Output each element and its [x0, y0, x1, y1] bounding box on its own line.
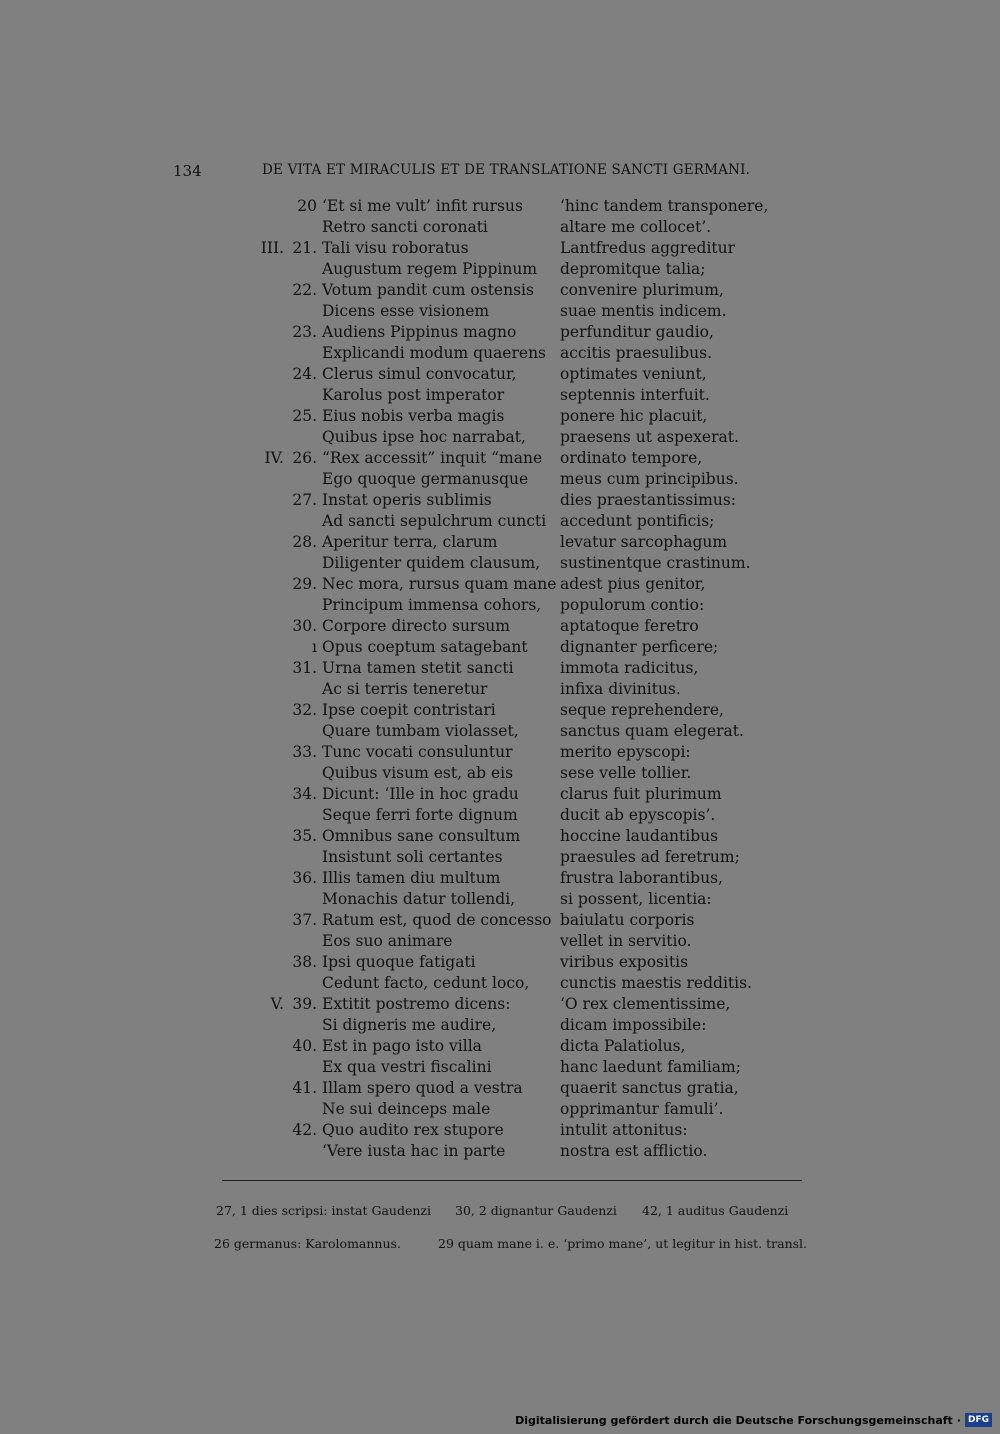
verse-left-half: Extitit postremo dicens: — [322, 995, 511, 1013]
verse-line — [0, 406, 1000, 427]
verse-line — [0, 490, 1000, 511]
verse-right-half: praesens ut aspexerat. — [560, 428, 739, 446]
verse-right-half: accedunt pontificis; — [560, 512, 715, 530]
verse-number: 20 — [297, 197, 317, 215]
verse-line — [0, 238, 1000, 259]
verse-line — [0, 679, 1000, 700]
verse-number: 21. — [292, 239, 317, 257]
verse-right-half: suae mentis indicem. — [560, 302, 727, 320]
footnote-divider — [222, 1180, 802, 1181]
verse-right-half: convenire plurimum, — [560, 281, 724, 299]
verse-right-half: ‘hinc tandem transponere, — [560, 197, 769, 215]
verse-line — [0, 469, 1000, 490]
verse-right-half: praesules ad feretrum; — [560, 848, 740, 866]
verse-left-half: Si digneris me audire, — [322, 1016, 497, 1034]
verse-line — [0, 217, 1000, 238]
verse-line — [0, 826, 1000, 847]
verse-line — [0, 847, 1000, 868]
verse-left-half: Quibus visum est, ab eis — [322, 764, 514, 782]
verse-left-half: Insistunt soli certantes — [322, 848, 503, 866]
verse-line — [0, 595, 1000, 616]
verse-line — [0, 973, 1000, 994]
verse-line — [0, 784, 1000, 805]
verse-number: 39. — [292, 995, 317, 1013]
verse-number: 40. — [292, 1037, 317, 1055]
verse-number: 33. — [292, 743, 317, 761]
verse-left-half: Corpore directo sursum — [322, 617, 510, 635]
verse-number: ı — [312, 638, 317, 656]
verse-number: 22. — [292, 281, 317, 299]
footnote: 42, 1 auditus Gaudenzi — [642, 1203, 789, 1218]
verse-left-half: Ipsi quoque fatigati — [322, 953, 476, 971]
verse-left-half: Aperitur terra, clarum — [322, 533, 498, 551]
verse-right-half: Lantfredus aggreditur — [560, 239, 736, 257]
verse-number: 28. — [292, 533, 317, 551]
verse-left-half: Quibus ipse hoc narrabat, — [322, 428, 526, 446]
verse-number: 31. — [292, 659, 317, 677]
verse-number: 29. — [292, 575, 317, 593]
footnote: 30, 2 dignantur Gaudenzi — [455, 1203, 617, 1218]
verse-line — [0, 511, 1000, 532]
verse-right-half: aptatoque feretro — [560, 617, 699, 635]
verse-right-half: baiulatu corporis — [560, 911, 695, 929]
verse-right-half: ponere hic placuit, — [560, 407, 708, 425]
verse-left-half: ‘Et si me vult’ infit rursus — [322, 197, 523, 215]
dfg-logo: DFG — [965, 1413, 992, 1427]
verse-left-half: Clerus simul convocatur, — [322, 365, 517, 383]
verse-left-half: Tunc vocati consuluntur — [322, 743, 513, 761]
verse-line — [0, 868, 1000, 889]
verse-right-half: accitis praesulibus. — [560, 344, 713, 362]
verse-line — [0, 322, 1000, 343]
verse-left-half: Quo audito rex stupore — [322, 1121, 504, 1139]
verse-right-half: merito epyscopi: — [560, 743, 691, 761]
verse-right-half: dignanter perficere; — [560, 638, 719, 656]
verse-left-half: Illam spero quod a vestra — [322, 1079, 523, 1097]
verse-number: 42. — [292, 1121, 317, 1139]
verse-left-half: Omnibus sane consultum — [322, 827, 521, 845]
verse-left-half: Augustum regem Pippinum — [322, 260, 538, 278]
verse-line — [0, 1120, 1000, 1141]
verse-right-half: nostra est afflictio. — [560, 1142, 708, 1160]
verse-right-half: clarus fuit plurimum — [560, 785, 722, 803]
verse-line — [0, 952, 1000, 973]
verse-right-half: perfunditur gaudio, — [560, 323, 714, 341]
verse-line — [0, 259, 1000, 280]
footnote: 27, 1 dies scripsi: instat Gaudenzi — [216, 1203, 432, 1218]
verse-left-half: Urna tamen stetit sancti — [322, 659, 514, 677]
page-header — [0, 158, 1000, 182]
verse-line — [0, 763, 1000, 784]
verse-right-half: infixa divinitus. — [560, 680, 681, 698]
verse-right-half: sustinentque crastinum. — [560, 554, 751, 572]
verse-left-half: Illis tamen diu multum — [322, 869, 501, 887]
verse-right-half: ordinato tempore, — [560, 449, 703, 467]
verse-right-half: frustra laborantibus, — [560, 869, 723, 887]
verse-line — [0, 616, 1000, 637]
verse-right-half: hoccine laudantibus — [560, 827, 719, 845]
verse-number: 35. — [292, 827, 317, 845]
verse-number: 37. — [292, 911, 317, 929]
verse-left-half: Diligenter quidem clausum, — [322, 554, 541, 572]
verse-line — [0, 994, 1000, 1015]
verse-left-half: Eius nobis verba magis — [322, 407, 505, 425]
verse-right-half: immota radicitus, — [560, 659, 699, 677]
verse-left-half: Ex qua vestri fiscalini — [322, 1058, 492, 1076]
verse-line — [0, 1099, 1000, 1120]
verse-left-half: Ego quoque germanusque — [322, 470, 529, 488]
verse-line — [0, 385, 1000, 406]
verse-left-half: Seque ferri forte dignum — [322, 806, 518, 824]
verse-left-half: Opus coeptum satagebant — [322, 638, 528, 656]
verse-right-half: depromitque talia; — [560, 260, 706, 278]
verse-left-half: Principum immensa cohors, — [322, 596, 542, 614]
verse-left-half: Explicandi modum quaerens — [322, 344, 547, 362]
verse-right-half: seque reprehendere, — [560, 701, 724, 719]
verse-line — [0, 574, 1000, 595]
verse-left-half: Ac si terris teneretur — [322, 680, 488, 698]
verse-line — [0, 343, 1000, 364]
verse-number: 26. — [292, 449, 317, 467]
credit-text: Digitalisierung gefördert durch die Deutsche Forschungsgemeinschaft — [515, 1413, 953, 1427]
verse-right-half: ducit ab epyscopis’. — [560, 806, 716, 824]
footnote: 26 germanus: Karolomannus. — [214, 1236, 401, 1251]
verse-left-half: Quare tumbam violasset, — [322, 722, 519, 740]
verse-left-half: Ne sui deinceps male — [322, 1100, 491, 1118]
verse-right-half: quaerit sanctus gratia, — [560, 1079, 739, 1097]
digitization-credit[interactable]: Digitalisierung gefördert durch die Deutsche Forschungsgemeinschaft · DFG — [515, 1408, 992, 1432]
verse-line — [0, 280, 1000, 301]
verse-right-half: hanc laedunt familiam; — [560, 1058, 741, 1076]
verse-right-half: levatur sarcophagum — [560, 533, 728, 551]
verse-list — [0, 196, 1000, 1162]
verse-left-half: Ad sancti sepulchrum cuncti — [322, 512, 547, 530]
verse-number: 38. — [292, 953, 317, 971]
verse-line — [0, 1078, 1000, 1099]
verse-line — [0, 427, 1000, 448]
verse-left-half: Eos suo animare — [322, 932, 453, 950]
verse-line — [0, 721, 1000, 742]
verse-right-half: cunctis maestis redditis. — [560, 974, 752, 992]
verse-right-half: adest pius genitor, — [560, 575, 706, 593]
verse-right-half: dies praestantissimus: — [560, 491, 736, 509]
verse-right-half: dicta Palatiolus, — [560, 1037, 686, 1055]
verse-number: 32. — [292, 701, 317, 719]
verse-right-half: si possent, licentia: — [560, 890, 712, 908]
verse-left-half: Retro sancti coronati — [322, 218, 488, 236]
verse-right-half: vellet in servitio. — [560, 932, 692, 950]
verse-number: 24. — [292, 365, 317, 383]
section-marker: V. — [270, 995, 284, 1013]
verse-right-half: septennis interfuit. — [560, 386, 710, 404]
verse-line — [0, 448, 1000, 469]
verse-right-half: meus cum principibus. — [560, 470, 739, 488]
verse-number: 30. — [292, 617, 317, 635]
verse-line — [0, 1015, 1000, 1036]
verse-right-half: populorum contio: — [560, 596, 705, 614]
verse-right-half: sese velle tollier. — [560, 764, 692, 782]
verse-number: 23. — [292, 323, 317, 341]
verse-line — [0, 700, 1000, 721]
section-marker: III. — [260, 239, 284, 257]
verse-left-half: Instat operis sublimis — [322, 491, 492, 509]
verse-left-half: Monachis datur tollendi, — [322, 890, 516, 908]
verse-right-half: dicam impossibile: — [560, 1016, 707, 1034]
verse-number: 25. — [292, 407, 317, 425]
verse-right-half: sanctus quam elegerat. — [560, 722, 744, 740]
verse-left-half: Tali visu roboratus — [322, 239, 469, 257]
section-marker: IV. — [264, 449, 284, 467]
verse-left-half: Nec mora, rursus quam mane — [322, 575, 557, 593]
verse-line — [0, 301, 1000, 322]
verse-left-half: Est in pago isto villa — [322, 1037, 482, 1055]
verse-right-half: opprimantur famuli’. — [560, 1100, 724, 1118]
verse-left-half: Karolus post imperator — [322, 386, 505, 404]
verse-left-half: Dicens esse visionem — [322, 302, 490, 320]
verse-line — [0, 910, 1000, 931]
verse-right-half: ‘O rex clementissime, — [560, 995, 731, 1013]
verse-number: 36. — [292, 869, 317, 887]
verse-right-half: intulit attonitus: — [560, 1121, 688, 1139]
page-number: 134 — [173, 162, 202, 180]
verse-left-half: Audiens Pippinus magno — [322, 323, 517, 341]
verse-number: 34. — [292, 785, 317, 803]
verse-right-half: viribus expositis — [560, 953, 689, 971]
verse-line — [0, 532, 1000, 553]
verse-line — [0, 196, 1000, 217]
verse-left-half: Cedunt facto, cedunt loco, — [322, 974, 530, 992]
verse-left-half: Ratum est, quod de concesso — [322, 911, 552, 929]
verse-line — [0, 889, 1000, 910]
verse-line — [0, 364, 1000, 385]
verse-line — [0, 637, 1000, 658]
verse-line — [0, 931, 1000, 952]
verse-right-half: altare me collocet’. — [560, 218, 712, 236]
verse-left-half: Votum pandit cum ostensis — [322, 281, 534, 299]
footnote: 29 quam mane i. e. ‘primo mane’, ut legitur in hist. transl. — [438, 1236, 808, 1251]
verse-number: 27. — [292, 491, 317, 509]
verse-left-half: “Rex accessit” inquit “mane — [322, 449, 543, 467]
verse-left-half: Dicunt: ‘Ille in hoc gradu — [322, 785, 519, 803]
running-title: DE VITA ET MIRACULIS ET DE TRANSLATIONE SANCTI GERMANI. — [262, 162, 751, 178]
verse-line — [0, 742, 1000, 763]
verse-line — [0, 658, 1000, 679]
verse-line — [0, 553, 1000, 574]
verse-left-half: ‘Vere iusta hac in parte — [322, 1142, 506, 1160]
verse-left-half: Ipse coepit contristari — [322, 701, 496, 719]
verse-line — [0, 805, 1000, 826]
verse-right-half: optimates veniunt, — [560, 365, 707, 383]
verse-line — [0, 1057, 1000, 1078]
verse-line — [0, 1036, 1000, 1057]
verse-number: 41. — [292, 1079, 317, 1097]
verse-line — [0, 1141, 1000, 1162]
